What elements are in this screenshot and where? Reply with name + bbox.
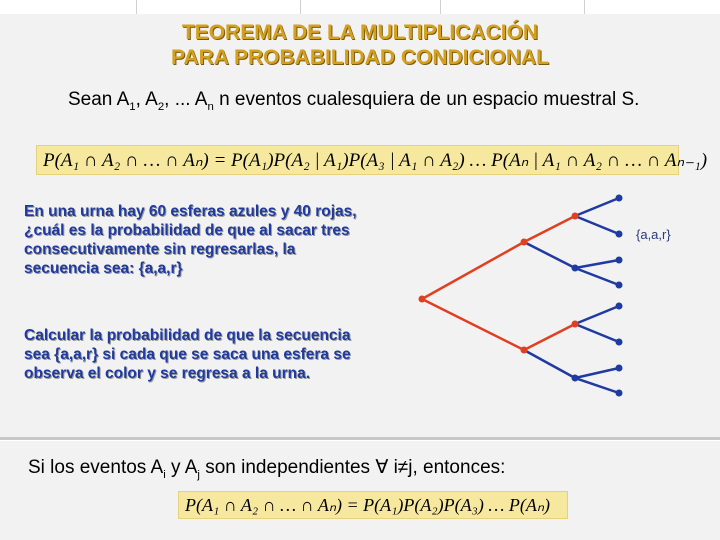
tree-node xyxy=(616,231,623,238)
tree-nodes xyxy=(419,195,623,397)
intro-part: , A xyxy=(135,89,158,110)
tree-branch xyxy=(575,324,619,342)
intro-subscript: 2 xyxy=(157,100,165,113)
tree-branch xyxy=(524,350,575,378)
title-line-2: PARA PROBABILIDAD CONDICIONAL xyxy=(171,46,549,69)
tree-branch xyxy=(422,242,524,299)
tree-node xyxy=(521,239,528,246)
intro-part: , ... A xyxy=(164,89,208,110)
intro-part: Sean A xyxy=(68,89,130,110)
tree-branch xyxy=(575,368,619,378)
tree-branch xyxy=(575,260,619,268)
independence-statement xyxy=(28,456,668,487)
tree-branch xyxy=(575,216,619,234)
tree-node xyxy=(616,303,623,310)
tree-node xyxy=(572,213,579,220)
multiplication-formula-text: P(A₁ ∩ A₂ ∩ … ∩ Aₙ) = P(A₁)P(A₂ | A₁)P(A₃ | A₁ ∩ A₂) … P(Aₙ | A₁ ∩ A₂ ∩ … ∩ Aₙ₋₁) xyxy=(43,149,708,171)
tree-branch xyxy=(575,198,619,216)
tree-node xyxy=(616,390,623,397)
tree-branch xyxy=(575,268,619,285)
tree-edges xyxy=(422,198,619,393)
intro-subscript: 1 xyxy=(129,100,136,113)
tree-branch xyxy=(524,324,575,350)
tree-node xyxy=(616,282,623,289)
statement-subscript: j xyxy=(197,468,200,481)
tree-node xyxy=(572,321,579,328)
tree-branch xyxy=(575,378,619,393)
problem-without-replacement: En una urna hay 60 esferas azules y 40 rojas, ¿cuál es la probabilidad de que al sacar tres consecutivamente sin regresarlas, la secuencia sea: {a,a,r} xyxy=(24,203,357,277)
sequence-label: {a,a,r} xyxy=(636,227,671,242)
intro-subscript: n xyxy=(207,100,214,113)
tree-node xyxy=(419,296,426,303)
problem-with-replacement: Calcular la probabilidad de que la secuencia sea {a,a,r} si cada que se saca una esfera se observa el color y se regresa a la urna. xyxy=(24,327,351,382)
title-line-1: TEOREMA DE LA MULTIPLICACIÓN xyxy=(181,21,539,44)
statement-part: son independientes ∀ i≠j, entonces: xyxy=(199,457,506,478)
statement-part: Si los eventos A xyxy=(28,457,164,478)
intro-part: n eventos cualesquiera de un espacio muestral S. xyxy=(213,89,640,110)
independent-multiplication-formula xyxy=(178,491,568,519)
tree-node xyxy=(616,195,623,202)
statement-subscript: i xyxy=(163,468,166,481)
tree-branch xyxy=(524,242,575,268)
section-divider-highlight xyxy=(0,440,720,441)
tree-branch xyxy=(575,306,619,324)
tree-node xyxy=(572,265,579,272)
tree-branch xyxy=(524,216,575,242)
independent-formula-text: P(A₁ ∩ A₂ ∩ … ∩ Aₙ) = P(A₁)P(A₂)P(A₃) … P(Aₙ) xyxy=(185,494,551,515)
statement-part: y A xyxy=(165,457,198,478)
tree-branch xyxy=(422,299,524,350)
tree-node xyxy=(616,257,623,264)
tree-node xyxy=(616,339,623,346)
tree-node xyxy=(616,365,623,372)
tree-node xyxy=(521,347,528,354)
tree-node xyxy=(572,375,579,382)
